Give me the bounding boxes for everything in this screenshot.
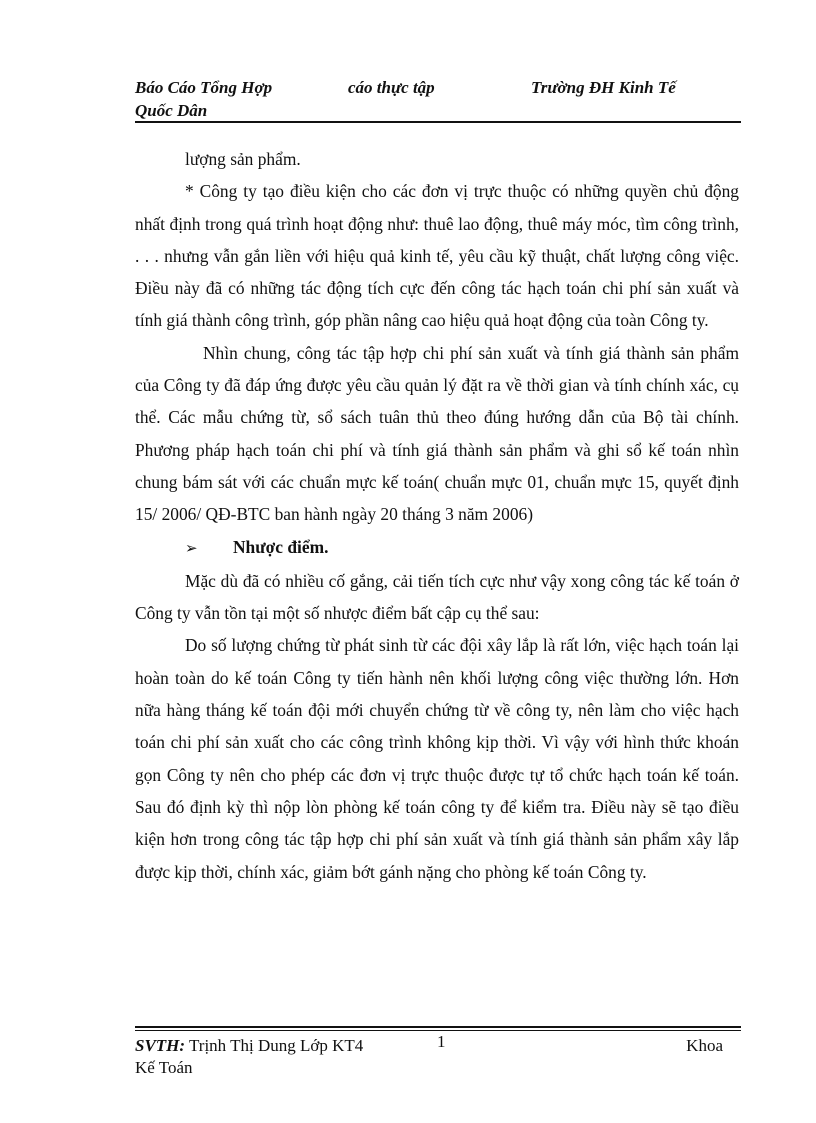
arrow-bullet-icon: ➢ bbox=[185, 540, 198, 557]
footer-student bbox=[135, 1035, 363, 1057]
page-number: 1 bbox=[437, 1032, 446, 1051]
footer-rule-top bbox=[135, 1026, 741, 1028]
paragraph-1: lượng sản phẩm. bbox=[185, 149, 301, 169]
section-title: Nhược điểm. bbox=[233, 536, 329, 557]
header-report-title: Báo Cáo Tổng Hợp bbox=[135, 78, 273, 97]
paragraph-2: * Công ty tạo điều kiện cho các đơn vị trực thuộc có những quyền chủ động nhất định trong quá trình hoạt động như: thuê lao động, thuê máy móc, tìm công trình, . . . nhưng vẫn gắn liền với hiệu quả kinh tế, yêu cầu kỹ thuật, chất lượng công việc. Điều này đã có những tác động tích cực đến công tác hạch toán chi phí sản xuất và tính giá thành công trình, góp phần nâng cao hiệu quả hoạt động của toàn Công ty. bbox=[135, 181, 739, 331]
paragraph-4: Mặc dù đã có nhiều cố gắng, cải tiến tích cực như vậy xong công tác kế toán ở Công ty vẫn tồn tại một số nhược điểm bất cập cụ thể sau: bbox=[135, 570, 739, 624]
header-university-line2: Quốc Dân bbox=[135, 101, 208, 120]
section-heading bbox=[185, 531, 739, 565]
footer-student-name: Trịnh Thị Dung Lớp KT4 bbox=[185, 1036, 364, 1055]
header-rule bbox=[135, 121, 741, 123]
paragraph-3: Nhìn chung, công tác tập hợp chi phí sản xuất và tính giá thành sản phẩm của Công ty đã đáp ứng được yêu cầu quản lý đặt ra về thời gian và tính chính xác, cụ thể. Các mẫu chứng từ, sổ sách tuân thủ theo đúng hướng dẫn của Bộ tài chính. Phương pháp hạch toán chi phí và tính giá thành sản phẩm và ghi sổ kế toán nhìn chung bám sát với các chuẩn mực kế toán( chuẩn mực 01, chuẩn mực 15, quyết định 15/ 2006/ QĐ-BTC ban hành ngày 20 tháng 3 năm 2006) bbox=[135, 342, 739, 525]
document-body bbox=[135, 143, 739, 888]
footer-faculty: Khoa bbox=[686, 1036, 723, 1055]
header-report-subtitle: cáo thực tập bbox=[348, 78, 435, 97]
footer-faculty-line2: Kế Toán bbox=[135, 1058, 193, 1077]
footer-svth-label: SVTH: bbox=[135, 1036, 186, 1055]
paragraph-5: Do số lượng chứng từ phát sinh từ các đội xây lắp là rất lớn, việc hạch toán lại hoàn toàn do kế toán Công ty tiến hành nên khối lượng công việc thường lớn. Hơn nữa hàng tháng kế toán đội mới chuyển chứng từ về công ty, nên làm cho việc hạch toán chi phí sản xuất cho các công trình không kịp thời. Vì vậy với hình thức khoán gọn Công ty nên cho phép các đơn vị trực thuộc được tự tổ chức hạch toán kế toán. Sau đó định kỳ thì nộp lòn phòng kế toán công ty để kiểm tra. Điều này sẽ tạo điều kiện hơn trong công tác tập hợp chi phí sản xuất và tính giá thành sản phẩm xây lắp được kịp thời, chính xác, giảm bớt gánh nặng cho phòng kế toán Công ty. bbox=[135, 635, 739, 882]
header-university: Trường ĐH Kinh Tế bbox=[531, 78, 676, 97]
